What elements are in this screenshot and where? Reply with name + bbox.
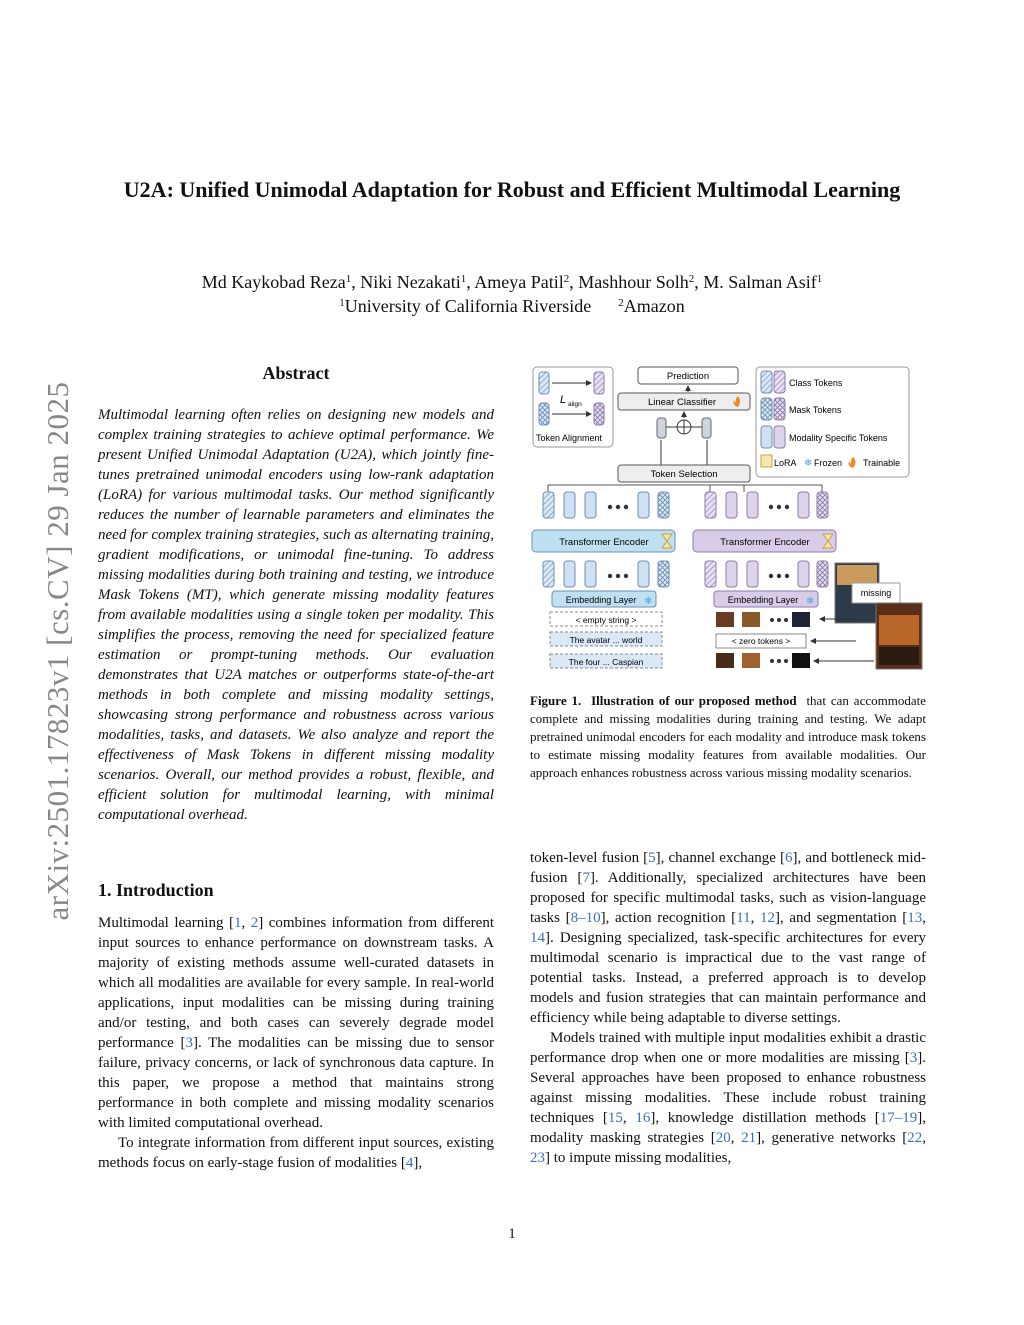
page-number: 1 (508, 1226, 516, 1242)
legend-mask-tokens: Mask Tokens (789, 405, 842, 415)
legend-lora: LoRA (774, 458, 797, 468)
citation-link[interactable]: 17–19 (879, 1110, 918, 1126)
citation-link[interactable]: 13 (907, 910, 923, 926)
image-thumb (742, 653, 760, 668)
linear-classifier-label: Linear Classifier (647, 397, 717, 408)
snowflake-icon: ❄ (644, 596, 653, 607)
introduction-text (98, 913, 494, 1173)
author-affil: 1 (345, 273, 352, 285)
zero-tokens-label: < zero tokens > (731, 636, 791, 646)
author-name: Md Kaykobad Reza (201, 272, 346, 292)
abstract-heading: Abstract (262, 363, 330, 383)
token-selection-label: Token Selection (650, 469, 718, 480)
citation-link[interactable]: 12 (760, 910, 776, 926)
transformer-encoder-label: Transformer Encoder (720, 537, 810, 548)
loss-symbol: L (560, 394, 567, 406)
paragraph: To integrate information from different input sources, existing methods focus on early-stage fusion of modalities [4], (98, 1135, 494, 1171)
figure-1-diagram (530, 365, 930, 675)
citation-link[interactable]: 14 (530, 930, 545, 946)
caption-text: that can accommodate complete and missing modalities during training and testing. We adapt pretrained unimodal encoders for each modality and introduce mask tokens to estimate missing modality features from available modalities. Our approach enhances robustness across various missing modality scenarios. (530, 693, 926, 780)
image-thumb (742, 612, 760, 627)
author-affil: 2 (563, 273, 570, 285)
citation-link[interactable]: 21 (741, 1130, 757, 1146)
paragraph: Multimodal learning [1, 2] combines information from different input sources to enhance performance on downstream tasks. A majority of existing methods assume well-curated datasets in which all modalities are available for every sample. In real-world applications, input modalities can be missing during training and/or testing, and both cases can severely degrade model performance [3]. The modalities can be missing due to sensor failure, privacy concerns, or lack of synchronous data capture. In this paper, we propose a method that maintains strong performance in both complete and missing modality scenarios with limited computational overhead. (98, 915, 495, 1131)
lora-icon (761, 455, 772, 467)
text-sample-label: The four ... Caspian (568, 657, 644, 667)
paragraph: Models trained with multiple input modalities exhibit a drastic performance drop when one or more modalities are missing [3]. Several approaches have been proposed to enhance robustness against missing modalities. These include robust training techniques [15, 16], knowledge distillation methods [17–19], modality masking strategies [20, 21], generative networks [22, 23] to impute missing modalities, (530, 1030, 926, 1166)
legend-box (756, 367, 909, 477)
author-name: Ameya Patil (474, 272, 564, 292)
citation-link[interactable]: 8–10 (570, 910, 601, 926)
image-thumb (716, 653, 734, 668)
citation-link[interactable]: 23 (530, 1150, 545, 1166)
citation-link[interactable]: 3 (185, 1035, 193, 1051)
affil-name: Amazon (623, 296, 685, 316)
paragraph: token-level fusion [5], channel exchange [6], and bottleneck mid-fusion [7]. Additionally, specialized architectures have been proposed for specific multimodal tasks, such as vision-language tasks [8–10], action recognition [11, 12], and segmentation [13, 14]. Designing specialized, task-specific architectures for every multimodal scenario is impractical due to the vast range of potential tasks. Instead, a preferred approach is to develop models and fusion strategies that can maintain performance and efficiency while being adaptable to diverse settings. (530, 850, 926, 1026)
affil-num: 2 (618, 297, 624, 309)
author-name: M. Salman Asif (703, 272, 817, 292)
affil-name: University of California Riverside (344, 296, 592, 316)
citation-link[interactable]: 1 (233, 915, 242, 931)
loss-subscript: align (568, 401, 582, 408)
author-name: Mashhour Solh (578, 272, 689, 292)
snowflake-icon: ❄ (806, 596, 815, 607)
paper-title: U2A: Unified Unimodal Adaptation for Robust and Efficient Multimodal Learning (123, 177, 901, 202)
transformer-encoder-label: Transformer Encoder (559, 537, 649, 548)
citation-link[interactable]: 7 (582, 870, 590, 886)
citation-link[interactable]: 3 (909, 1050, 918, 1066)
citation-link[interactable]: 11 (736, 910, 751, 926)
author-affil: 1 (460, 273, 467, 285)
author-affil: 1 (816, 273, 823, 285)
citation-link[interactable]: 2 (250, 915, 259, 931)
citation-link[interactable]: 15 (607, 1110, 623, 1126)
legend-modality-tokens: Modality Specific Tokens (789, 433, 888, 443)
snowflake-icon: ❄ (804, 458, 813, 469)
author-list: Md Kaykobad Reza$^1$, Niki Nezakati$^1$, Ameya Patil$^2$, Mashhour Solh$^2$, M. Salman Asif$^1$ (201, 272, 823, 292)
citation-link[interactable]: 5 (648, 850, 656, 866)
author-affil: 2 (688, 273, 695, 285)
caption-label: Figure 1. (530, 693, 582, 708)
section-heading-introduction: 1. Introduction (98, 880, 214, 900)
affiliations (100, 294, 924, 318)
legend-trainable: Trainable (863, 458, 901, 468)
missing-label: missing (860, 588, 892, 598)
embedding-layer-label: Embedding Layer (727, 595, 799, 605)
empty-string-label: < empty string > (575, 615, 637, 625)
citation-link[interactable]: 16 (635, 1110, 651, 1126)
caption-bold: Illustration of our proposed method (591, 693, 797, 708)
citation-link[interactable]: 4 (405, 1155, 414, 1171)
prediction-label: Prediction (666, 371, 710, 382)
token-alignment-label: Token Alignment (536, 433, 603, 443)
abstract-text: Multimodal learning often relies on designing new models and complex training strategies to achieve optimal performance. We present Unified Unimodal Adaptation (U2A), which jointly fine-tunes pretrained unimodal encoders using low-rank adaptation (LoRA) for various multimodal tasks. Our method significantly reduces the number of learnable parameters and eliminates the need for complex training strategies, such as alternating training, gradient modifications, or unimodal fine-tuning. To address missing modalities during both training and testing, we introduce Mask Tokens (MT), which generate missing modality features from available modalities using a single token per modality. This simplifies the process, removing the need for specialized feature estimation or prompt-tuning methods. Our evaluation demonstrates that U2A matches or outperforms state-of-the-art methods in both complete and missing modality settings, showcasing strong performance and robustness across various modalities, tasks, and datasets. We also analyze and report the effectiveness of Mask Tokens in different missing modality scenarios. Overall, our method provides a robust, flexible, and efficient solution for multimodal learning, with minimal computational overhead. (98, 407, 494, 823)
citation-link[interactable]: 20 (715, 1130, 731, 1146)
legend-class-tokens: Class Tokens (789, 378, 843, 388)
right-column-text (530, 848, 926, 1168)
citation-link[interactable]: 6 (784, 850, 793, 866)
author-name: Niki Nezakati (360, 272, 461, 292)
text-sample-label: The avatar ... world (569, 635, 643, 645)
embedding-layer-label: Embedding Layer (565, 595, 637, 605)
arxiv-stamp: arXiv:2501.17823v1 [cs.CV] 29 Jan 2025 (40, 381, 75, 921)
image-thumb (716, 612, 734, 627)
image-thumb (792, 612, 810, 627)
token-alignment-box (533, 367, 613, 447)
figure-1-caption (530, 692, 926, 782)
image-thumb (792, 653, 810, 668)
affil-num: 1 (339, 297, 345, 309)
citation-link[interactable]: 22 (907, 1130, 923, 1146)
legend-frozen: Frozen (814, 458, 843, 468)
